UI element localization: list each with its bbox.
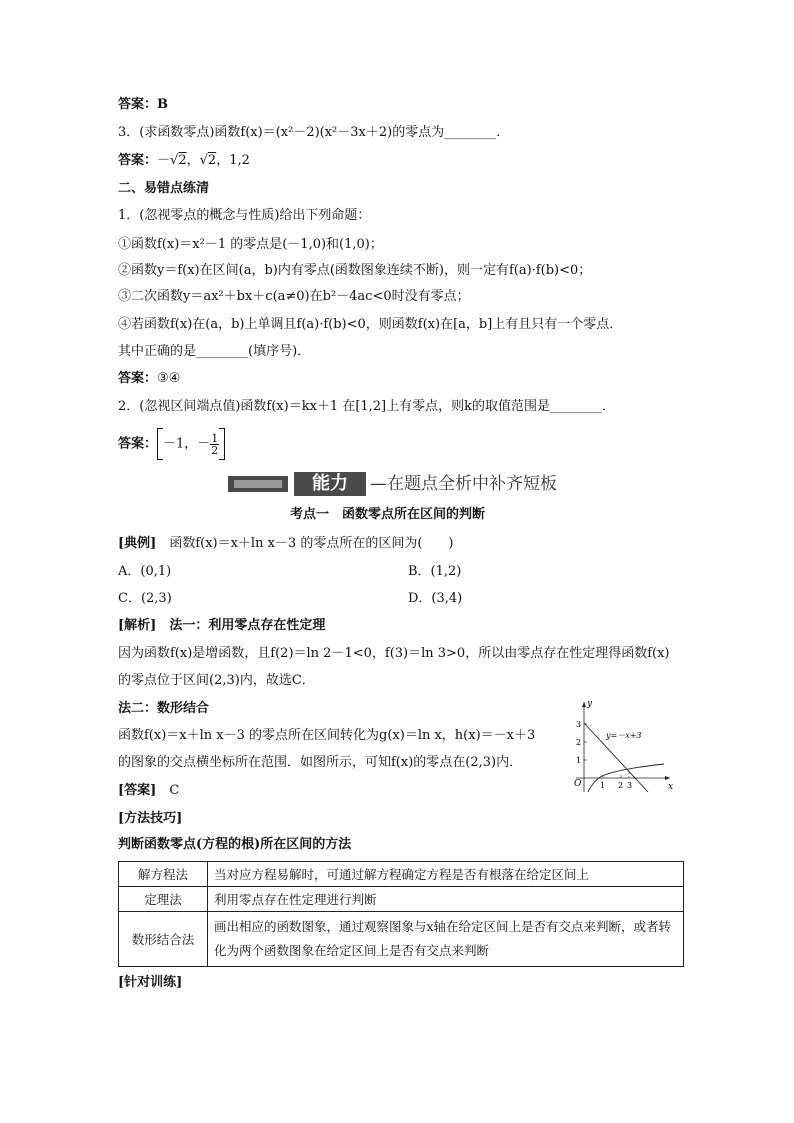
- option-b: B．(1,2): [408, 564, 462, 579]
- method1-line1: 因为函数f(x)是增函数，且f(2)＝ln 2－1<0，f(3)＝ln 3>0，所以由零点存在性定理得函数f(x): [118, 646, 670, 661]
- x-tick-label: 2: [618, 781, 624, 790]
- sqrt-sign: √: [199, 153, 208, 168]
- example: [典例] 函数f(x)＝x＋ln x－3 的零点所在的区间为( ): [118, 536, 454, 551]
- x-axis-label: x: [668, 782, 674, 792]
- x-tick-label: 3: [627, 781, 633, 790]
- practice-label: [针对训练]: [118, 975, 183, 990]
- error-question-1: 1．(忽视零点的概念与性质)给出下列命题：: [118, 208, 371, 223]
- x-tick-label: 1: [600, 781, 606, 790]
- method-name: 解方程法: [119, 862, 208, 887]
- answer-e1: 答案：③④: [118, 371, 181, 386]
- y-tick-label: 3: [576, 720, 582, 729]
- method-name: 数形结合法: [119, 912, 208, 967]
- question-prompt: 其中正确的是________(填序号)．: [118, 344, 311, 359]
- method-desc: 画出相应的函数图象，通过观察图象与x轴在给定区间上是否有交点来判断，或者转化为两个函数图象在给定区间上是否有交点来判断: [208, 912, 684, 967]
- origin-label: O: [574, 779, 582, 789]
- y-axis-label: y: [587, 699, 593, 709]
- proposition-2: ②函数y＝f(x)在区间(a，b)内有零点(函数图象连续不断)，则一定有f(a)·f(b)<0；: [118, 263, 592, 278]
- tips-label: [方法技巧]: [118, 811, 183, 826]
- proposition-3: ③二次函数y＝ax²＋bx＋c(a≠0)在b²－4ac<0时没有零点；: [118, 289, 470, 304]
- fraction: $\frac{1}{2}$: [211, 431, 219, 457]
- line-label: y=－x+3: [606, 731, 642, 740]
- y-tick-label: 1: [576, 756, 582, 765]
- banner-bar-inner: [234, 480, 282, 488]
- proposition-1: ①函数f(x)＝x²－1 的零点是(－1,0)和(1,0)；: [118, 237, 383, 252]
- x-axis-arrow: [665, 776, 670, 780]
- answer-line: [答案] C: [118, 783, 180, 798]
- answer-3: 答案：－√2，√2，1,2: [118, 153, 250, 168]
- error-question-2: 2．(忽视区间端点值)函数f(x)＝kx＋1 在[1,2]上有零点，则k的取值范围是________．: [118, 399, 616, 414]
- method2-head: 法二：数形结合: [118, 701, 210, 716]
- table-row: [119, 887, 684, 912]
- answer-e2: 答案： －1，－ $\frac{1}{2}$: [118, 428, 225, 461]
- tips-title: 判断函数零点(方程的根)所在区间的方法: [118, 837, 352, 852]
- method1-line2: 的零点位于区间(2,3)内，故选C．: [118, 673, 315, 688]
- y-tick-label: 2: [576, 738, 582, 747]
- proposition-4: ④若函数f(x)在(a，b)上单调且f(a)·f(b)<0，则函数f(x)在[a，b]上有且只有一个零点．: [118, 317, 623, 332]
- function-graph: [566, 698, 676, 794]
- y-axis-arrow: [582, 702, 586, 707]
- table-row: [119, 862, 684, 887]
- analysis-head: [解析] 法一：利用零点存在性定理: [118, 618, 326, 633]
- banner-title: 能力: [294, 472, 366, 496]
- option-d: D．(3,4): [408, 591, 463, 606]
- method-name: 定理法: [119, 887, 208, 912]
- ability-banner: [228, 472, 568, 496]
- table-row: [119, 912, 684, 967]
- methods-table: [118, 861, 684, 967]
- sqrt-sign: √: [170, 153, 179, 168]
- option-a: A．(0,1): [118, 564, 172, 579]
- topic-title: 考点一 函数零点所在区间的判断: [290, 507, 486, 522]
- method-desc: 利用零点存在性定理进行判断: [208, 887, 684, 912]
- answer-prev: 答案：B: [118, 97, 169, 112]
- section-heading: 二、易错点练清: [118, 181, 210, 196]
- option-c: C．(2,3): [118, 591, 172, 606]
- method-desc: 当对应方程易解时，可通过解方程确定方程是否有根落在给定区间上: [208, 862, 684, 887]
- method2-line2: 的图象的交点横坐标所在范围．如图所示，可知f(x)的零点在(2,3)内．: [118, 755, 523, 770]
- banner-subtitle: —在题点全析中补齐短板: [370, 474, 557, 494]
- question-3: 3．(求函数零点)函数f(x)＝(x²－2)(x²－3x＋2)的零点为________．: [118, 125, 510, 140]
- method2-line1: 函数f(x)＝x＋ln x－3 的零点所在区间转化为g(x)＝ln x，h(x)＝－x＋3: [118, 728, 536, 743]
- right-bracket: [219, 428, 225, 460]
